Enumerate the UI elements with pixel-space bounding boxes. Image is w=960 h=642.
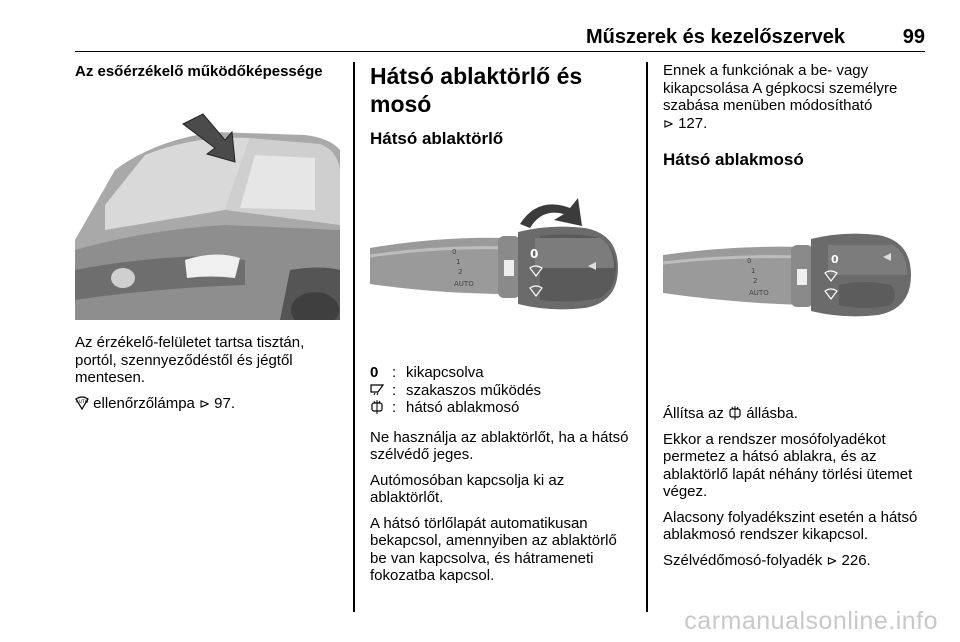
rear-washer-icon: [728, 406, 742, 420]
page-ref-arrow-icon: ⊳: [663, 116, 674, 132]
svg-text:1: 1: [456, 258, 461, 266]
page-ref[interactable]: 127.: [678, 114, 708, 132]
paragraph-text: állásba.: [746, 405, 798, 422]
svg-text:2: 2: [753, 277, 758, 285]
svg-text:AUTO: AUTO: [454, 280, 474, 288]
subsection-heading: Hátsó ablakmosó: [663, 150, 804, 169]
svg-text:0: 0: [747, 257, 752, 265]
page-ref[interactable]: 226.: [841, 551, 871, 569]
paragraph-warning: [75, 395, 340, 414]
paragraph-text: ellenőrzőlámpa: [93, 394, 195, 412]
paragraph-text: Szélvédőmosó-folyadék: [663, 551, 823, 569]
legend-item-washer: : hátsó ablakmosó: [370, 399, 635, 417]
paragraph: Ne használja az ablaktörlőt, ha a hátsó szélvédő jeges.: [370, 428, 629, 463]
legend-text: szakaszos működés: [406, 381, 542, 399]
auto-wiper-warning-icon: [75, 396, 89, 410]
van-windshield-sensor-image: [75, 110, 340, 320]
paragraph: Autómosóban kapcsolja ki az ablaktörlőt.: [370, 471, 565, 506]
page-ref-arrow-icon: ⊳: [199, 396, 210, 412]
paragraph: Alacsony folyadékszint esetén a hátsó ablakmosó rendszer kikapcsol.: [663, 508, 918, 543]
intermittent-wiper-icon: [370, 383, 384, 397]
paragraph-text: Ennek a funkciónak a be- vagy kikapcsolása A gépkocsi személyre szabása menüben módosítható: [663, 62, 898, 114]
page-ref-arrow-icon: ⊳: [826, 553, 838, 569]
page-number: 99: [902, 26, 925, 48]
rear-washer-icon: [370, 400, 384, 414]
svg-text:0: 0: [530, 247, 539, 261]
svg-text:0: 0: [452, 248, 457, 256]
svg-text:AUTO: AUTO: [749, 289, 769, 297]
paragraph-top: [663, 62, 928, 133]
washer-stalk-illustration: [663, 201, 928, 371]
legend-item-off: 0 : kikapcsolva: [370, 364, 484, 381]
svg-text:1: 1: [751, 267, 756, 275]
zero-symbol: 0: [370, 364, 379, 381]
legend-text: kikapcsolva: [406, 364, 484, 381]
paragraph-set: [663, 405, 928, 423]
column-rear-wiper: [370, 62, 635, 585]
header-title: Műszerek és kezelőszervek: [585, 26, 845, 48]
paragraph: A hátsó törlőlapát automatikusan bekapcsol, amennyiben az ablaktörlő be van kapcsolva, és hátrameneti fokozatba kapcsol.: [370, 514, 617, 584]
legend-text: hátsó ablakmosó: [406, 399, 520, 416]
svg-text:2: 2: [458, 268, 463, 276]
subsection-heading: Hátsó ablaktörlő: [370, 129, 504, 148]
page-ref[interactable]: 97.: [214, 394, 236, 412]
van-illustration: [75, 110, 340, 320]
column-divider: [353, 62, 355, 612]
legend-item-intermittent: : szakaszos működés: [370, 382, 635, 400]
page-header: [75, 22, 925, 52]
wiper-stalk-illustration: [370, 176, 635, 336]
column-rear-washer: [663, 62, 928, 570]
column-divider: [646, 62, 648, 612]
svg-text:0: 0: [831, 253, 839, 266]
wiper-stalk-image: [370, 176, 635, 336]
washer-stalk-image: [663, 201, 928, 371]
paragraph-text: Állítsa az: [663, 405, 724, 422]
legend: [370, 364, 635, 417]
paragraph: Ekkor a rendszer mosófolyadékot permetez a hátsó ablakra, és az ablaktörlő lapát néhány törlési ütemet végez.: [663, 430, 913, 500]
section-heading: Az esőérzékelő működőképessége: [75, 63, 323, 80]
watermark: carmanualsonline.info: [684, 607, 938, 635]
section-heading: Hátsó ablaktörlő és mosó: [370, 63, 583, 117]
paragraph: Az érzékelő-felületet tartsa tisztán, portól, szennyeződéstől és jégtől mentesen.: [75, 334, 305, 386]
column-rain-sensor: [75, 62, 340, 413]
svg-text:AUTO: AUTO: [75, 399, 89, 405]
paragraph-fluid: [663, 552, 928, 571]
